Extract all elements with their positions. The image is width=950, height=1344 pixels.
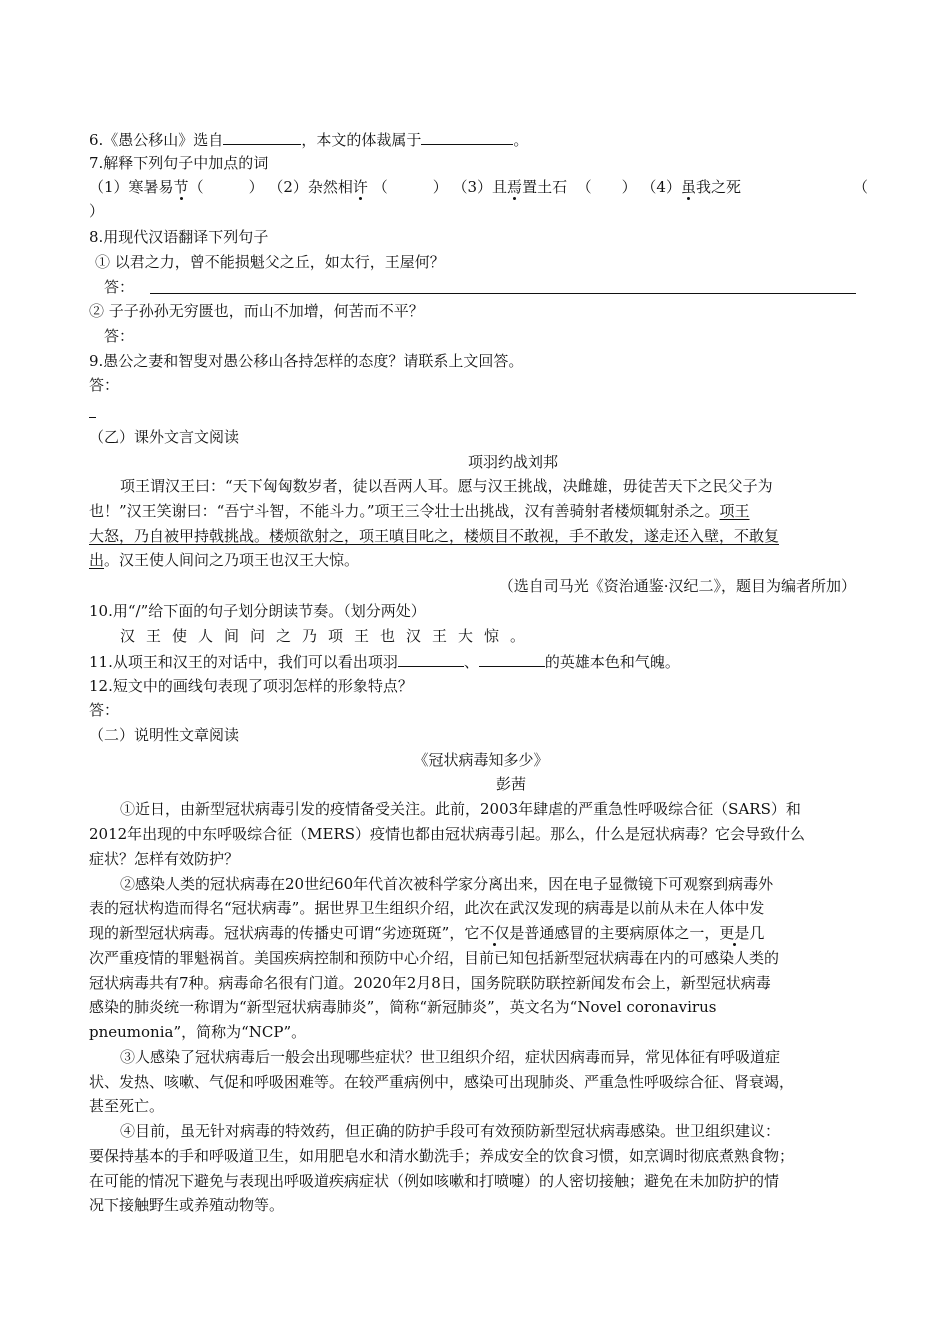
q10-sentence: 汉王使人间问之乃项王也汉王大惊。 bbox=[120, 627, 537, 645]
q6-blank-source[interactable] bbox=[223, 128, 301, 145]
q11-text-a: 11.从项王和汉王的对话中，我们可以看出项羽 bbox=[89, 653, 398, 671]
q10-title: 10.用“/”给下面的句子划分朗读节奏。（划分两处） bbox=[89, 602, 426, 620]
section-2-heading: （二）说明性文章阅读 bbox=[89, 726, 240, 744]
q11-blank-2[interactable] bbox=[479, 650, 545, 667]
para-2-line-6: 感染的肺炎统一称谓为“新型冠状病毒肺炎”，简称“新冠肺炎”，英文名为“Novel coronavirus bbox=[89, 998, 717, 1016]
q8-sentence-1: ① 以君之力，曾不能损魁父之丘，如太行，王屋何？ bbox=[95, 253, 445, 271]
underlined-sentence-end: 出 bbox=[89, 551, 105, 569]
q9-answer-label: 答： bbox=[89, 376, 120, 394]
question-6 bbox=[89, 128, 528, 150]
q7-items: （1）寒暑易节（ ） （2）杂然相许 （ ） （3）且焉置土石 （ ） （4）虽我之死 bbox=[89, 178, 741, 196]
q7-item4-dotted: 虽 bbox=[680, 178, 696, 196]
dotted-word-1: 不仅 bbox=[479, 924, 510, 942]
para-2-line-7: pneumonia”，简称为“NCP”。 bbox=[89, 1023, 307, 1041]
underlined-sentence-start: 项王 bbox=[719, 502, 750, 520]
para-2-line-2: 表的冠状构造而得名“冠状病毒”。据世界卫生组织介绍，此次在武汉发现的病毒是以前从未在人体中发 bbox=[89, 899, 765, 917]
para-4-line-3: 在可能的情况下避免与表现出呼吸道疾病症状（例如咳嗽和打喷嚏）的人密切接触；避免在未加防护的情 bbox=[89, 1172, 780, 1190]
q8-answer-2-label: 答： bbox=[104, 327, 135, 345]
q7-item3-blank[interactable]: （ ） bbox=[576, 178, 637, 196]
section-b-para-4 bbox=[89, 549, 359, 571]
q11-blank-1[interactable] bbox=[398, 650, 464, 667]
para-2-line-4: 次严重疫情的罪魁祸首。美国疾病控制和预防中心介绍，目前已知包括新型冠状病毒在内的可感染人类的 bbox=[89, 949, 780, 967]
para-2-line-1: ②感染人类的冠状病毒在20世纪60年代首次被科学家分离出来，因在电子显微镜下可观察到病毒外 bbox=[120, 875, 774, 893]
q6-text-b: ，本文的体裁属于 bbox=[301, 131, 422, 149]
section-b-title: 项羽约战刘邦 bbox=[467, 453, 558, 471]
para-3-line-3: 甚至死亡。 bbox=[89, 1097, 165, 1115]
section-b-heading: （乙）课外文言文阅读 bbox=[89, 428, 240, 446]
q12-title: 12.短文中的画线句表现了项羽怎样的形象特点？ bbox=[89, 677, 413, 695]
q11-text-c: 的英雄本色和气魄。 bbox=[544, 653, 680, 671]
para-2-line-3 bbox=[89, 922, 764, 944]
para-3-line-2: 状、发热、咳嗽、气促和呼吸困难等。在较严重病例中，感染可出现肺炎、严重急性呼吸综合征、肾衰竭， bbox=[89, 1073, 795, 1091]
section-b-source: （选自司马光《资治通鉴·汉纪二》，题目为编者所加） bbox=[498, 577, 856, 595]
q8-title: 8.用现代汉语翻译下列句子 bbox=[89, 228, 269, 246]
section-b-para-1: 项王谓汉王曰：“天下匈匈数岁者，徒以吾两人耳。愿与汉王挑战，决雌雄，毋徒苦天下之民父子为 bbox=[120, 477, 773, 495]
section-b-para-2 bbox=[89, 500, 750, 522]
para-2-line-3-text-a: 现的新型冠状病毒。冠状病毒的传播史可谓“劣迹斑斑”，它 bbox=[89, 924, 480, 942]
q7-item3-text2: 置土石 bbox=[522, 178, 568, 196]
q7-item3-text: （3）且 bbox=[452, 178, 508, 196]
underlined-sentence: 大怒，乃自被甲持戟挑战。楼烦欲射之，项王嗔目叱之，楼烦目不敢视，手不敢发，遂走还入壁，不敢复 bbox=[89, 527, 780, 545]
para-1-line-3: 症状？怎样有效防护？ bbox=[89, 850, 240, 868]
section-2-author: 彭茜 bbox=[495, 775, 526, 793]
q9-answer-dash bbox=[89, 417, 96, 418]
q6-blank-genre[interactable] bbox=[421, 128, 513, 145]
para-3-line-1: ③人感染了冠状病毒后一般会出现哪些症状？世卫组织介绍，症状因病毒而异，常见体征有呼吸道症 bbox=[120, 1048, 781, 1066]
q7-item1-blank[interactable]: （ ） bbox=[188, 178, 264, 196]
para-1-line-1: ①近日，由新型冠状病毒引发的疫情备受关注。此前，2003年肆虐的严重急性呼吸综合征（SARS）和 bbox=[120, 800, 801, 818]
para-2-line-3-text-c: 几 bbox=[749, 924, 765, 942]
q7-item4-blank-close: ） bbox=[89, 202, 105, 220]
q8-answer-1-label: 答： bbox=[104, 278, 135, 296]
section-b-para-4-text: 。汉王使人间问之乃项王也汉王大惊。 bbox=[104, 551, 360, 569]
q7-item4-text: 我之死 bbox=[695, 178, 741, 196]
q12-answer-label: 答： bbox=[89, 701, 120, 719]
q6-text-c: 。 bbox=[513, 131, 529, 149]
q11-text-b: 、 bbox=[463, 653, 479, 671]
para-4-line-4: 况下接触野生或养殖动物等。 bbox=[89, 1196, 285, 1214]
q7-item1-text: （1）寒暑易 bbox=[89, 178, 174, 196]
q9-title: 9.愚公之妻和智叟对愚公移山各持怎样的态度？请联系上文回答。 bbox=[89, 352, 524, 370]
q7-item1-dotted: 节 bbox=[173, 178, 189, 196]
q7-item2-dotted: 许 bbox=[352, 178, 368, 196]
para-2-line-5: 冠状病毒共有7种。病毒命名很有门道。2020年2月8日，国务院联防联控新闻发布会上，新型冠状病毒 bbox=[89, 974, 771, 992]
q7-item2-blank[interactable]: （ ） bbox=[372, 178, 448, 196]
q7-item3-dotted: 焉 bbox=[507, 178, 523, 196]
para-4-line-1: ④目前，虽无针对病毒的特效药，但正确的防护手段可有效预防新型冠状病毒感染。世卫组织建议： bbox=[120, 1122, 781, 1140]
q7-item2-text: （2）杂然相 bbox=[268, 178, 353, 196]
dotted-word-2: 更是 bbox=[719, 924, 750, 942]
q6-text-a: 6.《愚公移山》选自 bbox=[89, 131, 224, 149]
section-b-para-2-text: 也！”汉王笑谢曰：“吾宁斗智，不能斗力。”项王三令壮士出挑战，汉有善骑射者楼烦辄射杀之。 bbox=[89, 502, 720, 520]
para-2-line-3-text-b: 是普通感冒的主要病原体之一， bbox=[509, 924, 720, 942]
q8-sentence-2: ② 子子孙孙无穷匮也，而山不加增，何苦而不平？ bbox=[89, 302, 424, 320]
q8-answer-1-line[interactable] bbox=[150, 293, 856, 294]
q7-title: 7.解释下列句子中加点的词 bbox=[89, 154, 269, 172]
question-11 bbox=[89, 650, 680, 672]
section-2-title: 《冠状病毒知多少》 bbox=[413, 751, 549, 769]
para-4-line-2: 要保持基本的手和呼吸道卫生，如用肥皂水和清水勤洗手；养成安全的饮食习惯，如烹调时彻底煮熟食物； bbox=[89, 1147, 795, 1165]
para-1-line-2: 2012年出现的中东呼吸综合征（MERS）疫情也都由冠状病毒引起。那么，什么是冠状病毒？它会导致什么 bbox=[89, 825, 806, 843]
q7-item4-blank-open[interactable]: （ bbox=[853, 178, 869, 196]
